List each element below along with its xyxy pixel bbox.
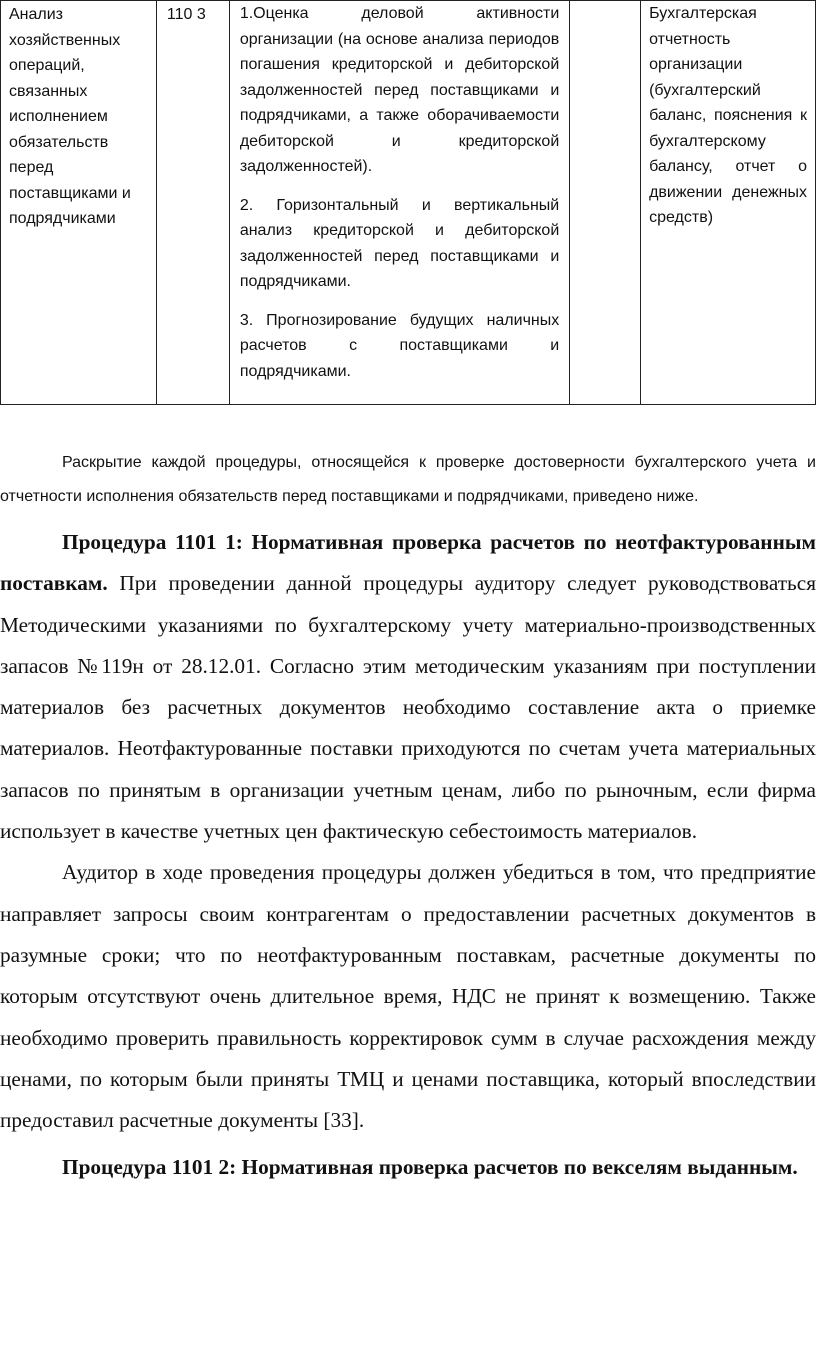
paragraph (0, 1147, 816, 1188)
procedure-item: 2. Горизонтальный и вертикальный анализ кредиторской и дебиторской задолженностей перед поставщиками и подрядчиками. (239, 196, 560, 290)
empty-cell (570, 1, 641, 405)
operation-cell: Анализ хозяйственных операций, связанных исполнением обязательств перед поставщиками и подрядчиками (1, 1, 157, 405)
table-row (1, 1, 816, 405)
procedure-item: 1.Оценка деловой активности организации (на основе анализа периодов погашения кредиторской и дебиторской задолженностей перед поставщиками и подрядчиками, а также оборачиваемости дебиторской и кредиторской задолженностей). (239, 5, 560, 175)
procedure-item: 3. Прогнозирование будущих наличных расчетов с поставщиками и подрядчиками. (239, 311, 560, 380)
sources-cell: Бухгалтерская отчетность организации (бухгалтерский баланс, пояснения к бухгалтерскому балансу, отчет о движении денежных средств) (641, 1, 816, 405)
code-cell: 110 3 (156, 1, 229, 405)
procedures-cell (229, 1, 569, 405)
section-caption: Раскрытие каждой процедуры, относящейся к проверке достоверности бухгалтерского учета и отчетности исполнения обязательств перед поставщиками и подрядчиками, приведено ниже. (0, 454, 816, 505)
paragraph (0, 522, 816, 852)
procedure-heading: Процедура 1101 2: Нормативная проверка расчетов по векселям выданным. (62, 1155, 798, 1180)
paragraph-text: При проведении данной процедуры аудитору следует руководствоваться Методическими указаниями по бухгалтерскому учету материально-производственных запасов №119н от 28.12.01. Согласно этим методическим указаниям при поступлении материалов без расчетных документов необходимо составление акта о приемке материалов. Неотфактурованные поставки приходуются по счетам учета материальных запасов по принятым в организации учетным ценам, либо по рыночным, если фирма использует в качестве учетных цен фактическую себестоимость материалов. (0, 571, 816, 844)
paragraph: Аудитор в ходе проведения процедуры должен убедиться в том, что предприятие направляет запросы своим контрагентам о предоставлении расчетных документов в разумные сроки; что по неотфактурованным поставкам, расчетные документы по которым отсутствуют очень длительное время, НДС не принят к возмещению. Также необходимо проверить правильность корректировок сумм в случае расхождения между ценами, по которым были приняты ТМЦ и ценами поставщика, который впоследствии предоставил расчетные документы [33]. (0, 860, 816, 1133)
procedure-table (0, 0, 816, 405)
document-body (0, 522, 816, 1189)
procedure-heading: Процедура 1101 1: Нормативная проверка расчетов по неотфактурованным поставкам. (0, 530, 816, 596)
